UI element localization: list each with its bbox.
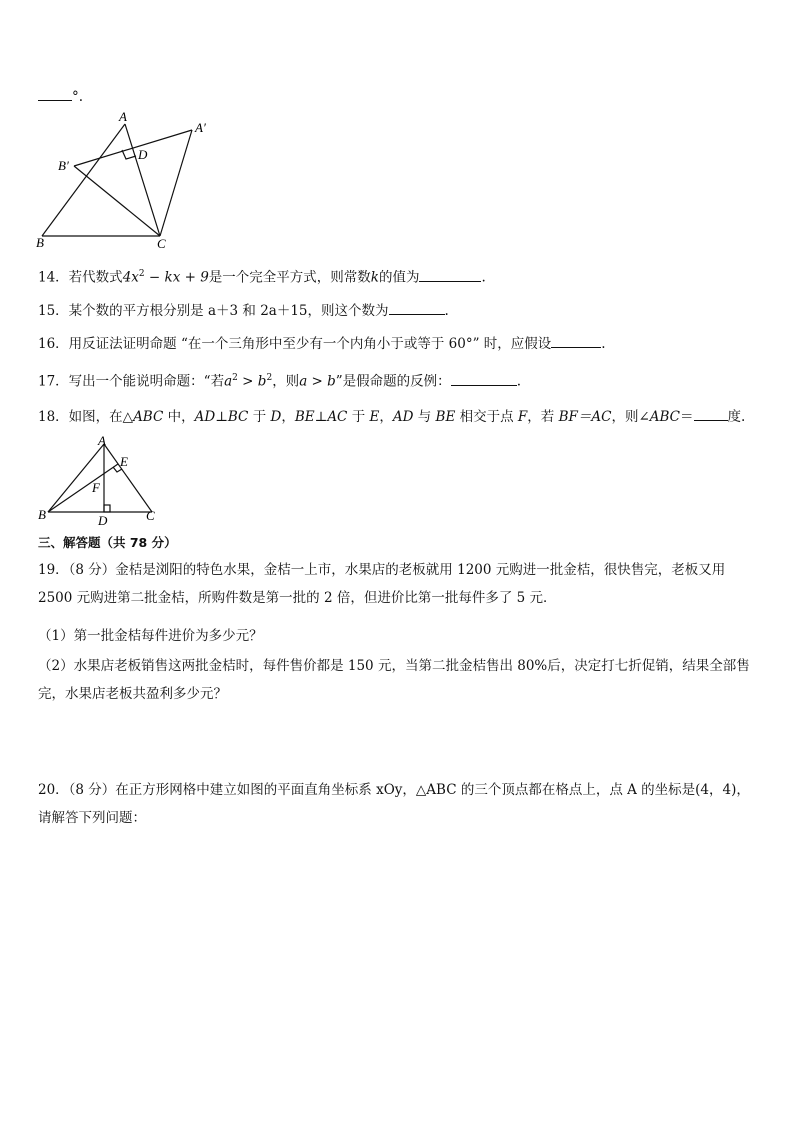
figure-triangle-altitudes [34,432,164,528]
section-heading: 三、解答题（共 78 分） [38,535,177,550]
question-17: 17．写出一个能说明命题：“若$a^2 > b^2$，则a > b”是假命题的反例： . [38,368,760,392]
edge-a-c [104,444,152,512]
question-14: 14．若代数式$4x^2$ − kx + 9是一个完全平方式，则常数k的值为 . [38,264,760,288]
question-15: 15．某个数的平方根分别是 a＋3 和 2a＋15，则这个数为 . [38,300,760,321]
question-19-part-2: （2）水果店老板销售这两批金桔时，每件售价都是 150 元，当第二批金桔售出 80%后，决定打七折促销，结果全部售完，水果店老板共盈利多少元？ [38,658,750,702]
question-19-part-1: （1）第一批金桔每件进价为多少元？ [38,628,263,644]
label-f: F [92,480,100,495]
label-c: C [157,236,166,250]
answer-blank[interactable] [551,333,601,348]
label-c: C [146,508,155,523]
right-angle-mark-d [104,505,110,512]
label-a-prime: A′ [195,120,206,135]
answer-blank[interactable] [451,371,517,386]
label-b-prime: B′ [58,158,69,173]
edge-bp-ap [74,130,192,166]
label-e: E [120,454,128,469]
question-19: 19．（8 分）金桔是浏阳的特色水果，金桔一上市，水果店的老板就用 1200 元购进一批金桔，很快售完，老板又用 2500 元购进第二批金桔，所购件数是第一批的 2 倍，但进价比第一批每件多了 5 元． [38,562,726,606]
q13-tail: °. [38,86,760,107]
answer-blank[interactable] [419,267,481,282]
edge-bp-c [74,166,160,236]
label-b: B [36,235,44,250]
edge-a-b [48,444,104,512]
answer-blank[interactable] [38,86,72,101]
label-a: A [98,433,106,448]
label-d: D [98,513,108,528]
answer-blank[interactable] [389,300,445,315]
edge-a-b [42,124,125,236]
question-16: 16．用反证法证明命题 “在一个三角形中至少有一个内角小于或等于 60°” 时，应假设 . [38,333,760,354]
label-d: D [138,147,148,162]
edge-ap-c [160,130,192,236]
question-20: 20．（8 分）在正方形网格中建立如图的平面直角坐标系 xOy，△ABC 的三个顶点都在格点上，点 A 的坐标是(4，4)，请解答下列问题： [38,782,750,826]
label-a: A [119,109,127,124]
question-18: 18．如图，在△ABC 中，AD⊥BC 于 D，BE⊥AC 于 E，AD 与 BE 相交于点 F，若 BF＝AC，则∠ABC＝ 度. [38,406,760,427]
answer-blank[interactable] [694,406,728,421]
figure-rotated-triangle [30,108,230,250]
label-b: B [38,507,46,522]
